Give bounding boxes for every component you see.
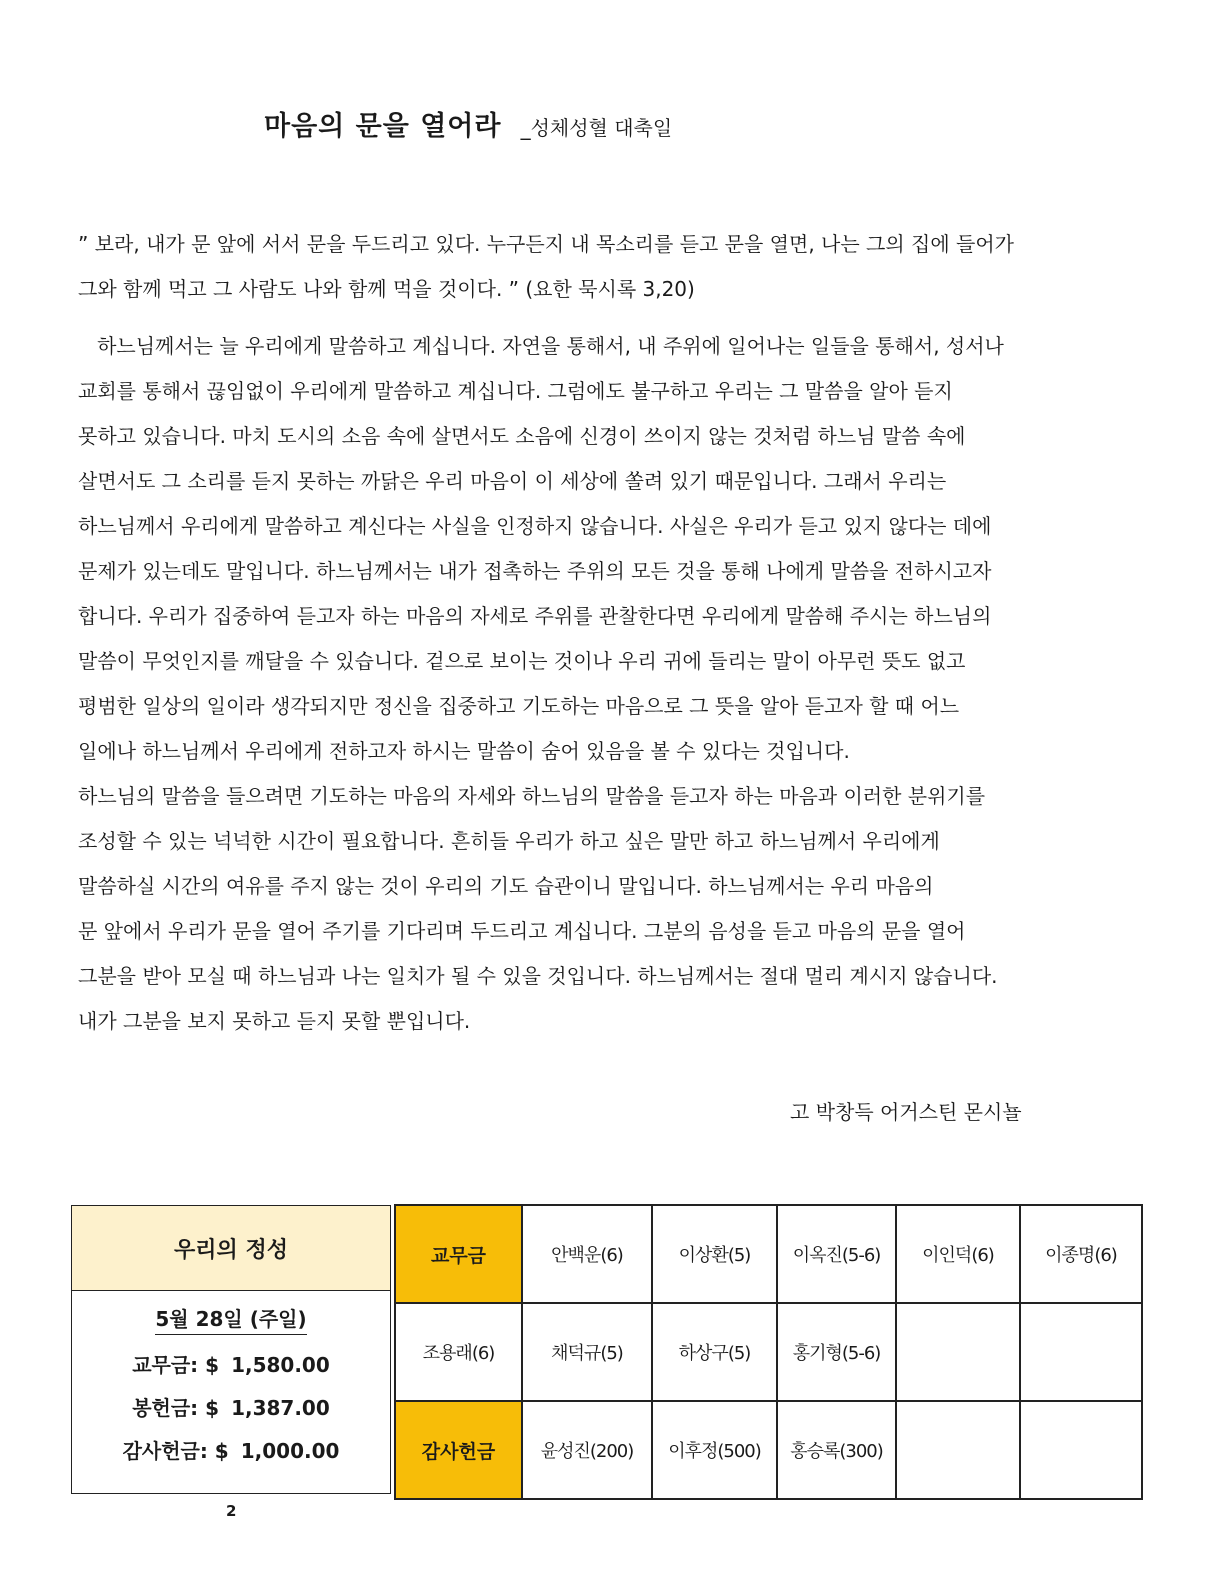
- body-line: 못하고 있습니다. 마치 도시의 소음 속에 살면서도 소음에 신경이 쓰이지 않는 것처럼 하느님 말씀 속에: [78, 424, 966, 448]
- signature: 고 박창득 어거스틴 몬시뇰: [790, 1100, 1022, 1124]
- body-line: 일에나 하느님께서 우리에게 전하고자 하시는 말씀이 숨어 있음을 볼 수 있다는 것입니다.: [78, 739, 850, 763]
- donor-cell: 조용래(6): [395, 1303, 522, 1401]
- table-row: [395, 1205, 1142, 1303]
- donor-cell: 하상구(5): [652, 1303, 777, 1401]
- offering-label: 봉헌금: $: [132, 1396, 220, 1420]
- donor-cell: [1020, 1401, 1142, 1499]
- page-number: 2: [226, 1502, 237, 1520]
- offering-item: [72, 1349, 390, 1378]
- offering-heading: 우리의 정성: [72, 1206, 390, 1291]
- title-main: 마음의 문을 열어라: [264, 111, 502, 142]
- donor-cell: 이종명(6): [1020, 1205, 1142, 1303]
- body-line: 조성할 수 있는 넉넉한 시간이 필요합니다. 흔히들 우리가 하고 싶은 말만 하고 하느님께서 우리에게: [78, 829, 940, 853]
- body-line: 말씀하실 시간의 여유를 주지 않는 것이 우리의 기도 습관이니 말입니다. 하느님께서는 우리 마음의: [78, 874, 934, 898]
- body-line: 그분을 받아 모실 때 하느님과 나는 일치가 될 수 있을 것입니다. 하느님께서는 절대 멀리 계시지 않습니다.: [78, 964, 998, 988]
- donor-cell: 이옥진(5-6): [777, 1205, 896, 1303]
- table-row: [395, 1303, 1142, 1401]
- offering-amount: 1,387.00: [231, 1396, 330, 1420]
- donor-cell: [896, 1401, 1020, 1499]
- offering-label: 감사헌금: $: [122, 1439, 229, 1463]
- title-subtitle: _성체성혈 대축일: [520, 116, 673, 140]
- body-line: 교회를 통해서 끊임없이 우리에게 말씀하고 계십니다. 그럼에도 불구하고 우리는 그 말씀을 알아 듣지: [78, 379, 953, 403]
- donor-cell: [896, 1303, 1020, 1401]
- donor-cell: 채덕규(5): [522, 1303, 652, 1401]
- body-line: 문 앞에서 우리가 문을 열어 주기를 기다리며 두드리고 계십니다. 그분의 음성을 듣고 마음의 문을 열어: [78, 919, 966, 943]
- body-line: 하느님께서는 늘 우리에게 말씀하고 계십니다. 자연을 통해서, 내 주위에 일어나는 일들을 통해서, 성서나: [78, 334, 1004, 358]
- offering-amount: 1,000.00: [240, 1439, 340, 1463]
- offering-label: 교무금: $: [132, 1353, 220, 1377]
- offering-summary: [71, 1205, 391, 1494]
- donor-cell: 이상환(5): [652, 1205, 777, 1303]
- body-line: 문제가 있는데도 말입니다. 하느님께서는 내가 접촉하는 주위의 모든 것을 통해 나에게 말씀을 전하시고자: [78, 559, 992, 583]
- scripture-quote: [78, 222, 1148, 312]
- table-row: [395, 1401, 1142, 1499]
- body-line: 합니다. 우리가 집중하여 듣고자 하는 마음의 자세로 주위를 관찰한다면 우리에게 말씀해 주시는 하느님의: [78, 604, 992, 628]
- donor-cell: 홍승록(300): [777, 1401, 896, 1499]
- quote-line: 그와 함께 먹고 그 사람도 나와 함께 먹을 것이다. ” (요한 묵시록 3,20): [78, 277, 695, 301]
- donor-cell: 안백운(6): [522, 1205, 652, 1303]
- offering-item: [72, 1435, 390, 1464]
- offering-body: [72, 1291, 390, 1464]
- page-title: [264, 104, 672, 143]
- reflection-text: [78, 324, 1148, 1044]
- donor-table: [394, 1204, 1143, 1500]
- body-line: 살면서도 그 소리를 듣지 못하는 까닭은 우리 마음이 이 세상에 쏠려 있기 때문입니다. 그래서 우리는: [78, 469, 947, 493]
- category-cell: 교무금: [395, 1205, 522, 1303]
- quote-line: ” 보라, 내가 문 앞에 서서 문을 두드리고 있다. 누구든지 내 목소리를 듣고 문을 열면, 나는 그의 집에 들어가: [78, 232, 1014, 256]
- offering-amount: 1,580.00: [231, 1353, 330, 1377]
- body-line: 하느님께서 우리에게 말씀하고 계신다는 사실을 인정하지 않습니다. 사실은 우리가 듣고 있지 않다는 데에: [78, 514, 992, 538]
- donor-cell: 이후정(500): [652, 1401, 777, 1499]
- offering-date: 5월 28일 (주일): [155, 1303, 306, 1335]
- category-cell: 감사헌금: [395, 1401, 522, 1499]
- offering-item: [72, 1392, 390, 1421]
- donor-cell: 홍기형(5-6): [777, 1303, 896, 1401]
- donor-cell: 이인덕(6): [896, 1205, 1020, 1303]
- body-line: 평범한 일상의 일이라 생각되지만 정신을 집중하고 기도하는 마음으로 그 뜻을 알아 듣고자 할 때 어느: [78, 694, 960, 718]
- donor-cell: [1020, 1303, 1142, 1401]
- body-line: 하느님의 말씀을 들으려면 기도하는 마음의 자세와 하느님의 말씀을 듣고자 하는 마음과 이러한 분위기를: [78, 784, 986, 808]
- body-line: 내가 그분을 보지 못하고 듣지 못할 뿐입니다.: [78, 1009, 471, 1033]
- body-line: 말씀이 무엇인지를 깨달을 수 있습니다. 겉으로 보이는 것이나 우리 귀에 들리는 말이 아무런 뜻도 없고: [78, 649, 966, 673]
- donor-cell: 윤성진(200): [522, 1401, 652, 1499]
